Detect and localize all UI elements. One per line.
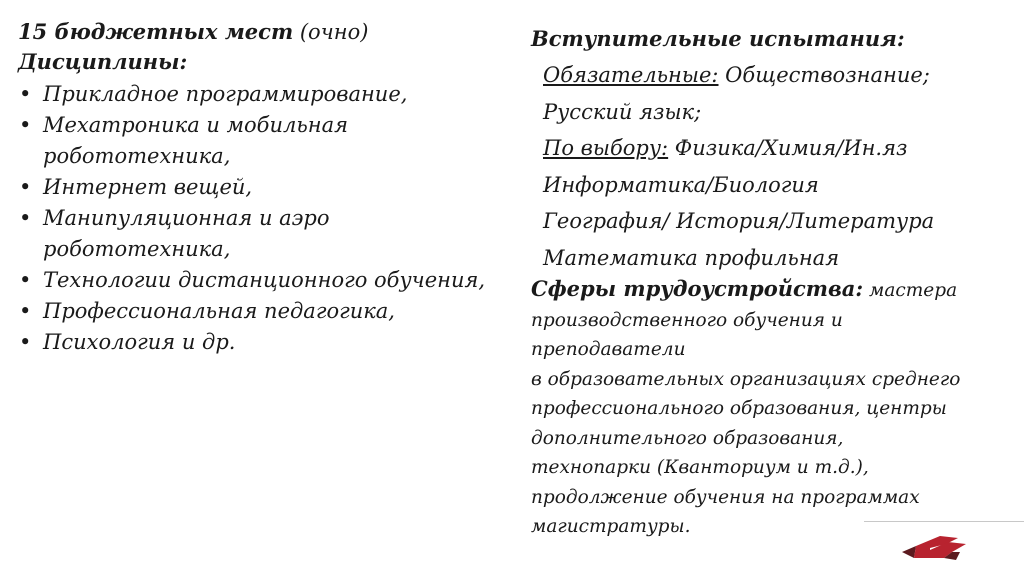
career-line: дополнительного образования,	[531, 427, 844, 449]
career-line: в образовательных организациях среднего	[531, 368, 961, 390]
mandatory-subject: Обществознание;	[718, 63, 930, 87]
footer-divider	[864, 521, 1024, 522]
discipline-item: • Психология и др.	[18, 327, 518, 358]
career-line: производственного обучения и	[531, 309, 843, 331]
exam-choice-line: География/ История/Литература	[543, 209, 935, 233]
career-line: магистратуры.	[531, 516, 691, 537]
discipline-item: • Профессиональная педагогика,	[18, 296, 518, 327]
choice-label: По выбору:	[543, 136, 669, 160]
left-column	[18, 17, 518, 358]
exam-choice	[531, 130, 1011, 167]
budget-seats-bold: 15 бюджетных мест	[18, 19, 294, 44]
university-logo-icon	[900, 528, 972, 568]
budget-seats-line	[18, 17, 518, 47]
exams-title: Вступительные испытания:	[531, 26, 905, 51]
mandatory-label: Обязательные:	[543, 63, 719, 87]
career-line: преподаватели	[531, 339, 686, 360]
discipline-item: • Интернет вещей,	[18, 172, 518, 203]
career-line: профессионального образования, центры	[531, 398, 947, 419]
career-block	[531, 274, 1011, 542]
right-column	[531, 24, 1011, 542]
discipline-item: • Мехатроника и мобильная робототехника,	[18, 110, 373, 172]
discipline-item: • Технологии дистанционного обучения,	[18, 265, 518, 296]
career-line: мастера	[863, 280, 958, 301]
discipline-item: • Манипуляционная и аэро робототехника,	[18, 203, 363, 265]
discipline-item: • Прикладное программирование,	[18, 79, 518, 110]
exam-choice-line: Информатика/Биология	[543, 172, 819, 197]
exam-russian: Русский язык;	[543, 99, 702, 124]
disciplines-list	[18, 79, 518, 358]
career-line: технопарки (Кванториум и т.д.),	[531, 457, 869, 478]
budget-seats-form: (очно)	[293, 20, 369, 44]
exam-mandatory	[531, 57, 1011, 94]
disciplines-title: Дисциплины:	[18, 49, 188, 74]
career-title: Сферы трудоустройства:	[531, 276, 864, 301]
career-line: продолжение обучения на программах	[531, 486, 920, 508]
choice-subjects: Физика/Химия/Ин.яз	[668, 136, 908, 160]
exam-math: Математика профильная	[543, 245, 840, 270]
